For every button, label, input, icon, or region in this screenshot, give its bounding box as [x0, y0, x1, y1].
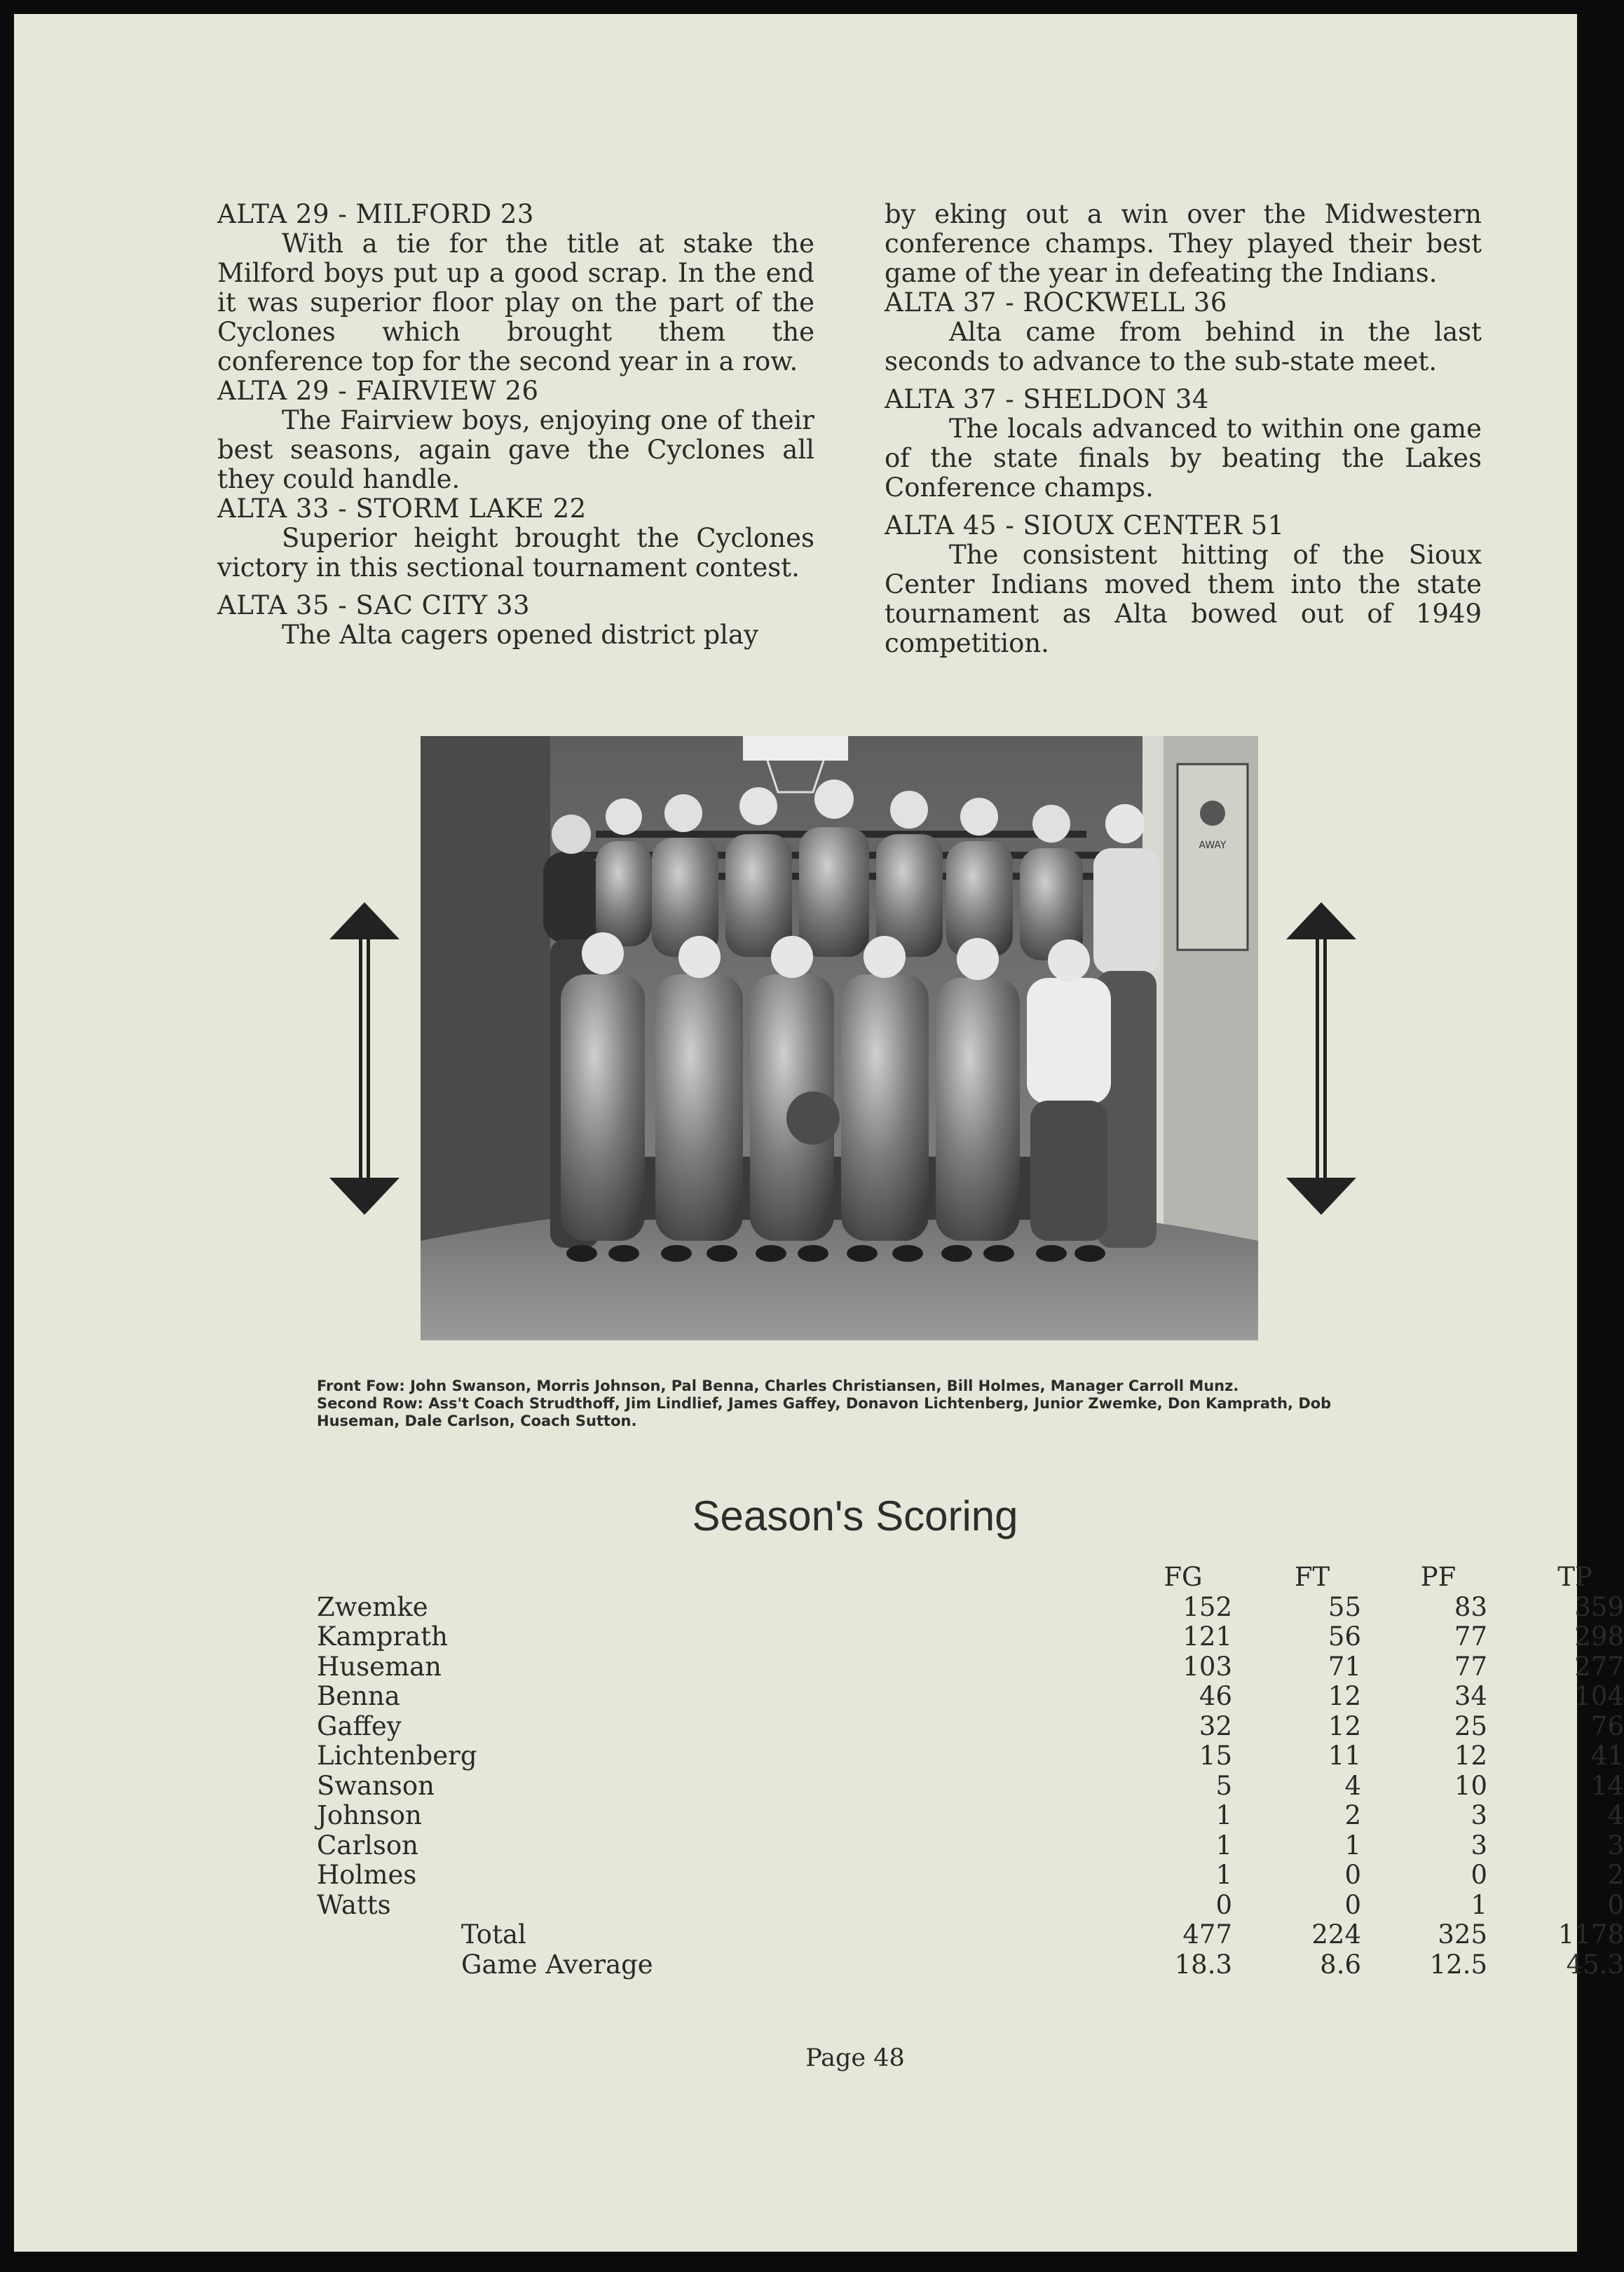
- game-recap: [217, 376, 814, 494]
- total-ft: 224: [1311, 1919, 1361, 1950]
- player-ft: 2: [1344, 1800, 1361, 1830]
- photo-caption: [317, 1378, 1382, 1430]
- game-heading: ALTA 45 - SIOUX CENTER 51: [885, 510, 1285, 540]
- right-column: [885, 200, 1482, 658]
- player-name: Watts: [317, 1889, 391, 1920]
- table-row: [317, 1800, 1624, 1830]
- game-text: The Fairview boys, enjoying one of their best seasons, again gave the Cyclones all they could handle.: [217, 405, 814, 494]
- game-heading: ALTA 33 - STORM LAKE 22: [217, 494, 587, 524]
- player-fg: 5: [1215, 1770, 1232, 1801]
- player-name: Huseman: [317, 1651, 442, 1682]
- game-recap: [885, 385, 1482, 503]
- game-recap: [217, 591, 814, 650]
- game-heading: ALTA 37 - SHELDON 34: [885, 384, 1209, 414]
- player-fg: 1: [1215, 1830, 1232, 1861]
- player-ft: 4: [1344, 1770, 1361, 1801]
- game-recap: [885, 511, 1482, 658]
- total-pf: 325: [1438, 1919, 1487, 1950]
- game-text: The consistent hitting of the Sioux Center Indians moved them into the state tournament as Alta bowed out of 1949 competition.: [885, 540, 1482, 658]
- player-ft: 56: [1328, 1621, 1361, 1652]
- player-name: Swanson: [317, 1770, 435, 1801]
- table-row: [317, 1651, 1624, 1682]
- left-column: [217, 200, 814, 650]
- average-pf: 12.5: [1429, 1949, 1487, 1980]
- game-recap: [217, 200, 814, 376]
- player-name: Johnson: [317, 1800, 422, 1830]
- player-name: Carlson: [317, 1830, 418, 1861]
- game-heading: ALTA 35 - SAC CITY 33: [217, 590, 531, 620]
- player-pf: 10: [1454, 1770, 1487, 1801]
- column-header: PF: [1420, 1562, 1456, 1592]
- player-name: Zwemke: [317, 1591, 428, 1622]
- player-fg: 152: [1182, 1591, 1232, 1622]
- scoring-table: [317, 1562, 1624, 1980]
- player-tp: 104: [1574, 1681, 1624, 1711]
- player-pf: 12: [1454, 1741, 1487, 1771]
- player-pf: 0: [1471, 1860, 1487, 1890]
- table-row: [317, 1710, 1624, 1741]
- player-tp: 359: [1574, 1591, 1624, 1622]
- player-fg: 32: [1199, 1710, 1232, 1741]
- game-recap: [217, 494, 814, 583]
- continued-text: by eking out a win over the Midwestern conference champs. They played their best game of the year in defeating the Indians.: [885, 199, 1482, 288]
- player-pf: 77: [1454, 1651, 1487, 1682]
- total-tp: 1178: [1557, 1919, 1624, 1950]
- caption-second-row: Second Row: Ass't Coach Strudthoff, Jim Lindlief, James Gaffey, Donavon Lichtenberg, Junior Zwemke, Don Kamprath, Dob Huseman, Dale Carlson, Coach Sutton.: [317, 1395, 1332, 1429]
- player-pf: 1: [1471, 1889, 1487, 1920]
- player-pf: 3: [1471, 1800, 1487, 1830]
- game-text: The locals advanced to within one game of the state finals by beating the Lakes Conference champs.: [885, 414, 1482, 503]
- player-ft: 12: [1328, 1710, 1361, 1741]
- team-photo: [421, 736, 1258, 1340]
- player-fg: 1: [1215, 1860, 1232, 1890]
- table-row: [317, 1621, 1624, 1652]
- average-label: Game Average: [461, 1949, 653, 1980]
- table-header-row: [317, 1562, 1592, 1592]
- player-fg: 46: [1199, 1681, 1232, 1711]
- total-label: Total: [461, 1919, 526, 1950]
- player-ft: 11: [1328, 1741, 1361, 1771]
- player-pf: 77: [1454, 1621, 1487, 1652]
- player-tp: 2: [1607, 1860, 1624, 1890]
- game-text: Superior height brought the Cyclones victory in this sectional tournament contest.: [217, 523, 814, 583]
- player-fg: 1: [1215, 1800, 1232, 1830]
- player-name: Lichtenberg: [317, 1741, 477, 1771]
- player-ft: 1: [1344, 1830, 1361, 1861]
- player-ft: 12: [1328, 1681, 1361, 1711]
- player-tp: 14: [1590, 1770, 1624, 1801]
- player-fg: 15: [1199, 1741, 1232, 1771]
- table-row: [317, 1770, 1624, 1801]
- player-name: Benna: [317, 1681, 400, 1711]
- total-row: [317, 1919, 1624, 1950]
- player-tp: 76: [1590, 1710, 1624, 1741]
- player-name: Holmes: [317, 1860, 417, 1890]
- player-fg: 121: [1182, 1621, 1232, 1652]
- player-tp: 298: [1574, 1621, 1624, 1652]
- game-heading: ALTA 37 - ROCKWELL 36: [885, 287, 1227, 318]
- average-ft: 8.6: [1320, 1949, 1361, 1980]
- table-row: [317, 1591, 1624, 1622]
- player-pf: 83: [1454, 1591, 1487, 1622]
- player-tp: 0: [1607, 1889, 1624, 1920]
- game-text: With a tie for the title at stake the Milford boys put up a good scrap. In the end it was superior floor play on the part of the Cyclones which brought them the conference top for the second year in a row.: [217, 229, 814, 376]
- average-row: [317, 1949, 1624, 1980]
- average-tp: 45.3: [1566, 1949, 1624, 1980]
- page-number: Page 48: [805, 2044, 905, 2072]
- player-ft: 71: [1328, 1651, 1361, 1682]
- average-fg: 18.3: [1174, 1949, 1232, 1980]
- player-fg: 0: [1215, 1889, 1232, 1920]
- player-pf: 34: [1454, 1681, 1487, 1711]
- column-header: TP: [1557, 1562, 1592, 1592]
- column-header: FG: [1164, 1562, 1203, 1592]
- section-title: Season's Scoring: [692, 1492, 1018, 1539]
- player-tp: 3: [1607, 1830, 1624, 1861]
- game-heading: ALTA 29 - MILFORD 23: [217, 199, 534, 229]
- table-row: [317, 1889, 1624, 1920]
- player-name: Gaffey: [317, 1710, 402, 1741]
- game-recap: [885, 288, 1482, 376]
- table-row: [317, 1741, 1624, 1771]
- player-ft: 0: [1344, 1860, 1361, 1890]
- player-pf: 25: [1454, 1710, 1487, 1741]
- player-tp: 41: [1590, 1741, 1624, 1771]
- game-text: The Alta cagers opened district play: [282, 620, 758, 650]
- column-header: FT: [1294, 1562, 1330, 1592]
- player-pf: 3: [1471, 1830, 1487, 1861]
- caption-front-row: Front Fow: John Swanson, Morris Johnson, Pal Benna, Charles Christiansen, Bill Holmes, Manager Carroll Munz.: [317, 1378, 1239, 1394]
- wall-sign-text: AWAY: [1199, 840, 1227, 851]
- player-tp: 4: [1607, 1800, 1624, 1830]
- player-fg: 103: [1182, 1651, 1232, 1682]
- player-ft: 55: [1328, 1591, 1361, 1622]
- table-row: [317, 1860, 1624, 1890]
- table-row: [317, 1830, 1624, 1861]
- double-arrow-icon: [322, 887, 407, 1230]
- player-name: Kamprath: [317, 1621, 448, 1652]
- player-ft: 0: [1344, 1889, 1361, 1920]
- table-row: [317, 1681, 1624, 1711]
- game-heading: ALTA 29 - FAIRVIEW 26: [217, 376, 539, 406]
- total-fg: 477: [1182, 1919, 1232, 1950]
- game-text: Alta came from behind in the last seconds to advance to the sub-state meet.: [885, 317, 1482, 376]
- player-tp: 277: [1574, 1651, 1624, 1682]
- double-arrow-icon: [1279, 887, 1363, 1230]
- yearbook-page: [14, 14, 1624, 2252]
